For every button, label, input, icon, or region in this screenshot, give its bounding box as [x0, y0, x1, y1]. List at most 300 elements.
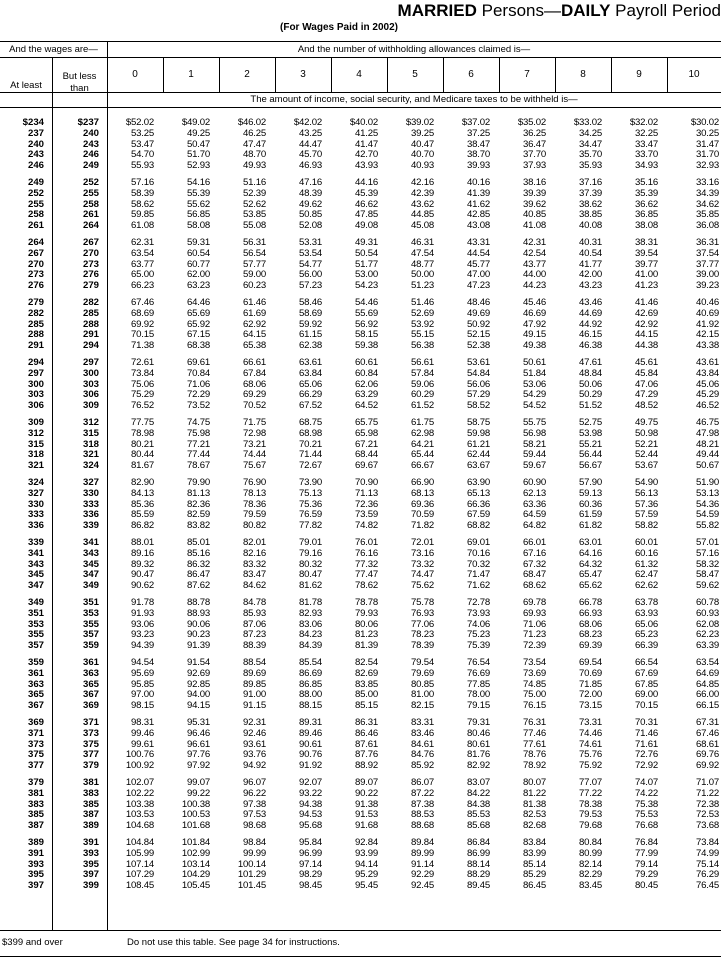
withholding-cell: 85.15: [354, 700, 378, 712]
withholding-cell: 77.46: [522, 727, 546, 739]
withholding-cell: 82.29: [578, 869, 602, 881]
withholding-cell: 79.29: [634, 869, 658, 881]
withholding-cell: 54.16: [186, 177, 210, 188]
withholding-cell: 52.38: [466, 340, 490, 352]
withholding-cell: 85.68: [466, 820, 490, 832]
but-less-cell: 355: [82, 618, 99, 630]
but-less-cell: 375: [82, 738, 99, 750]
withholding-cell: 61.46: [242, 297, 266, 308]
but-less-cell: 315: [82, 427, 99, 439]
at-least-cell: 249: [27, 177, 44, 188]
withholding-cell: 86.31: [354, 717, 378, 728]
withholding-cell: 67.46: [695, 727, 719, 739]
allowance-col-2: 2: [244, 69, 250, 80]
withholding-cell: 78.62: [354, 580, 378, 592]
withholding-cell: 42.00: [578, 269, 602, 281]
withholding-cell: 68.62: [522, 580, 546, 592]
withholding-cell: 64.59: [522, 509, 546, 521]
withholding-cell: 78.98: [130, 427, 154, 439]
withholding-cell: 66.29: [298, 389, 322, 401]
withholding-cell: 101.45: [237, 880, 266, 892]
withholding-cell: 104.68: [125, 820, 154, 832]
rule-header-2: [0, 92, 721, 93]
at-least-cell: 395: [27, 869, 44, 881]
withholding-cell: 53.61: [466, 357, 490, 368]
withholding-cell: 105.99: [125, 847, 154, 859]
withholding-cell: 58.15: [354, 329, 378, 341]
withholding-cell: 83.99: [522, 847, 546, 859]
withholding-cell: 46.93: [298, 160, 322, 172]
withholding-cell: 57.36: [634, 498, 658, 510]
withholding-cell: 95.31: [186, 717, 210, 728]
withholding-cell: 72.98: [242, 427, 266, 439]
withholding-cell: 53.13: [695, 487, 719, 499]
withholding-cell: 33.70: [634, 149, 658, 161]
withholding-cell: 96.46: [186, 727, 210, 739]
withholding-cell: 75.92: [578, 760, 602, 772]
withholding-cell: 56.00: [298, 269, 322, 281]
withholding-cell: 89.32: [130, 558, 154, 570]
withholding-cell: 78.38: [578, 798, 602, 810]
withholding-cell: 61.08: [130, 220, 154, 232]
withholding-cell: 87.62: [186, 580, 210, 592]
withholding-cell: 51.84: [522, 367, 546, 379]
withholding-cell: 98.31: [130, 717, 154, 728]
withholding-cell: 93.76: [242, 749, 266, 761]
allowance-col-10: 10: [688, 69, 700, 80]
withholding-cell: 58.75: [466, 417, 490, 428]
at-least-cell: 258: [27, 209, 44, 221]
withholding-cell: 74.85: [522, 678, 546, 690]
withholding-cell: 97.92: [186, 760, 210, 772]
withholding-cell: 87.61: [354, 738, 378, 750]
withholding-cell: 56.06: [466, 378, 490, 390]
withholding-cell: 39.62: [522, 198, 546, 210]
withholding-cell: 56.44: [578, 449, 602, 461]
at-least-cell: 371: [27, 727, 44, 739]
withholding-cell: 65.75: [354, 417, 378, 428]
withholding-cell: 35.93: [578, 160, 602, 172]
withholding-cell: 75.14: [695, 858, 719, 870]
withholding-cell: 53.67: [634, 460, 658, 472]
withholding-cell: 54.84: [466, 367, 490, 379]
but-less-cell: 285: [82, 307, 99, 319]
withholding-cell: 91.39: [186, 640, 210, 652]
withholding-cell: 79.31: [466, 717, 490, 728]
withholding-cell: 79.15: [466, 700, 490, 712]
at-least-cell: 385: [27, 809, 44, 821]
withholding-cell: 44.69: [578, 307, 602, 319]
at-least-cell: 270: [27, 258, 44, 270]
but-less-cell: 297: [82, 357, 99, 368]
withholding-cell: 64.15: [242, 329, 266, 341]
withholding-cell: 52.44: [634, 449, 658, 461]
withholding-cell: 68.06: [242, 378, 266, 390]
withholding-cell: 64.85: [695, 678, 719, 690]
withholding-cell: 94.38: [298, 798, 322, 810]
withholding-cell: 77.32: [354, 558, 378, 570]
withholding-cell: 64.69: [695, 667, 719, 679]
withholding-cell: 51.70: [186, 149, 210, 161]
at-least-cell: 285: [27, 318, 44, 330]
withholding-cell: 85.00: [354, 689, 378, 701]
withholding-cell: 53.92: [410, 318, 434, 330]
allowance-col-1: 1: [188, 69, 194, 80]
withholding-cell: 72.76: [634, 749, 658, 761]
withholding-cell: 69.92: [130, 318, 154, 330]
withholding-cell: 53.54: [298, 247, 322, 259]
withholding-cell: 100.76: [125, 749, 154, 761]
withholding-cell: 91.53: [354, 809, 378, 821]
but-less-cell: 365: [82, 678, 99, 690]
withholding-cell: 62.06: [354, 378, 378, 390]
withholding-cell: 45.84: [634, 367, 658, 379]
withholding-cell: 65.62: [578, 580, 602, 592]
withholding-cell: 72.00: [578, 689, 602, 701]
withholding-cell: 98.68: [242, 820, 266, 832]
withholding-cell: 50.85: [298, 209, 322, 221]
withholding-cell: 89.84: [410, 837, 434, 848]
at-least-cell: 330: [27, 498, 44, 510]
withholding-cell: 69.39: [578, 640, 602, 652]
withholding-cell: 65.92: [186, 318, 210, 330]
withholding-cell: 39.00: [695, 269, 719, 281]
but-less-cell: 393: [82, 847, 99, 859]
but-less-cell: 387: [82, 809, 99, 821]
but-less-header-2: than: [70, 83, 89, 94]
withholding-cell: 60.16: [634, 547, 658, 559]
withholding-cell: 44.47: [298, 138, 322, 150]
withholding-cell: 52.08: [298, 220, 322, 232]
withholding-cell: 97.53: [242, 809, 266, 821]
withholding-cell: 91.14: [410, 858, 434, 870]
withholding-cell: 57.90: [578, 477, 602, 488]
withholding-cell: 40.16: [466, 177, 490, 188]
withholding-cell: 43.23: [578, 280, 602, 292]
at-least-cell: 387: [27, 820, 44, 832]
withholding-cell: 41.77: [578, 258, 602, 270]
withholding-cell: 75.29: [130, 389, 154, 401]
withholding-cell: 53.85: [242, 209, 266, 221]
withholding-cell: 76.29: [695, 869, 719, 881]
withholding-cell: 30.25: [695, 127, 719, 139]
but-less-cell: 367: [82, 689, 99, 701]
withholding-cell: 72.92: [634, 760, 658, 772]
withholding-cell: 40.08: [578, 220, 602, 232]
but-less-cell: 377: [82, 749, 99, 761]
withholding-cell: 55.39: [186, 187, 210, 199]
withholding-cell: 66.61: [242, 357, 266, 368]
but-less-cell: 336: [82, 509, 99, 521]
withholding-cell: 79.14: [634, 858, 658, 870]
withholding-cell: 88.15: [298, 700, 322, 712]
but-less-cell: 324: [82, 460, 99, 472]
withholding-cell: 71.75: [242, 417, 266, 428]
withholding-cell: 47.29: [634, 389, 658, 401]
at-least-cell: 273: [27, 269, 44, 281]
withholding-cell: 103.14: [181, 858, 210, 870]
withholding-cell: 42.70: [354, 149, 378, 161]
withholding-cell: 36.47: [522, 138, 546, 150]
but-less-cell: 303: [82, 378, 99, 390]
but-less-cell: 347: [82, 569, 99, 581]
withholding-cell: 77.07: [578, 777, 602, 788]
withholding-cell: 43.46: [578, 297, 602, 308]
at-least-cell: 367: [27, 700, 44, 712]
withholding-cell: 71.13: [354, 487, 378, 499]
withholding-cell: 87.23: [242, 629, 266, 641]
withholding-cell: 37.16: [578, 177, 602, 188]
withholding-cell: 107.14: [125, 858, 154, 870]
but-less-cell: 371: [82, 717, 99, 728]
at-least-cell: 393: [27, 858, 44, 870]
withholding-cell: 46.75: [695, 417, 719, 428]
withholding-cell: 45.70: [298, 149, 322, 161]
withholding-cell: 79.68: [578, 820, 602, 832]
withholding-cell: 59.44: [522, 449, 546, 461]
withholding-cell: 49.38: [522, 340, 546, 352]
withholding-cell: 60.84: [354, 367, 378, 379]
withholding-cell: 44.15: [634, 329, 658, 341]
withholding-cell: 40.46: [695, 297, 719, 308]
withholding-cell: 34.47: [578, 138, 602, 150]
withholding-cell: 83.85: [354, 678, 378, 690]
but-less-cell: 339: [82, 520, 99, 532]
withholding-cell: 92.45: [410, 880, 434, 892]
but-less-cell: 357: [82, 629, 99, 641]
withholding-cell: 88.78: [186, 597, 210, 608]
withholding-cell: 76.68: [634, 820, 658, 832]
withholding-cell: 88.54: [242, 657, 266, 668]
withholding-cell: 41.08: [522, 220, 546, 232]
withholding-cell: 93.06: [130, 618, 154, 630]
withholding-cell: 82.36: [186, 498, 210, 510]
withholding-cell: 92.85: [186, 678, 210, 690]
withholding-cell: $39.02: [405, 117, 434, 128]
withholding-cell: 85.14: [522, 858, 546, 870]
withholding-cell: 59.31: [186, 237, 210, 248]
withholding-cell: 62.31: [130, 237, 154, 248]
withholding-cell: 86.84: [466, 837, 490, 848]
withholding-cell: 64.16: [578, 547, 602, 559]
withholding-cell: 50.54: [354, 247, 378, 259]
withholding-cell: $40.02: [349, 117, 378, 128]
withholding-cell: 74.06: [466, 618, 490, 630]
withholding-cell: 68.98: [298, 427, 322, 439]
but-less-cell: 309: [82, 400, 99, 412]
withholding-cell: 48.39: [298, 187, 322, 199]
withholding-cell: 52.75: [578, 417, 602, 428]
withholding-cell: 87.06: [242, 618, 266, 630]
withholding-cell: 95.29: [354, 869, 378, 881]
but-less-cell: 321: [82, 449, 99, 461]
title-daily: DAILY: [560, 1, 611, 20]
withholding-cell: 44.85: [410, 209, 434, 221]
withholding-cell: 88.01: [130, 537, 154, 548]
withholding-cell: 41.47: [354, 138, 378, 150]
at-least-cell: 361: [27, 667, 44, 679]
but-less-header: But less: [62, 71, 97, 82]
withholding-cell: 41.23: [634, 280, 658, 292]
withholding-cell: 91.93: [130, 607, 154, 619]
withholding-cell: 73.90: [298, 477, 322, 488]
withholding-cell: 69.29: [242, 389, 266, 401]
withholding-cell: 56.54: [242, 247, 266, 259]
withholding-cell: 53.31: [298, 237, 322, 248]
but-less-cell: 288: [82, 318, 99, 330]
withholding-cell: 46.25: [242, 127, 266, 139]
withholding-cell: 48.52: [634, 400, 658, 412]
withholding-cell: 77.82: [298, 520, 322, 532]
withholding-cell: 39.54: [634, 247, 658, 259]
withholding-cell: 75.67: [242, 460, 266, 472]
title-persons: Persons—: [476, 1, 561, 20]
withholding-cell: 69.67: [354, 460, 378, 472]
at-least-cell: 363: [27, 678, 44, 690]
withholding-cell: 59.62: [695, 580, 719, 592]
withholding-cell: 60.78: [695, 597, 719, 608]
but-less-cell: 282: [82, 297, 99, 308]
withholding-cell: 63.23: [186, 280, 210, 292]
at-least-cell: 261: [27, 220, 44, 232]
withholding-cell: 79.59: [242, 509, 266, 521]
withholding-cell: 36.25: [522, 127, 546, 139]
withholding-cell: 87.38: [410, 798, 434, 810]
withholding-cell: 64.32: [578, 558, 602, 570]
but-less-cell: 291: [82, 329, 99, 341]
at-least-cell: 306: [27, 400, 44, 412]
withholding-cell: 87.76: [354, 749, 378, 761]
withholding-cell: 97.38: [242, 798, 266, 810]
withholding-cell: 100.53: [181, 809, 210, 821]
withholding-cell: 82.68: [522, 820, 546, 832]
withholding-cell: 57.59: [634, 509, 658, 521]
withholding-cell: 36.08: [695, 220, 719, 232]
withholding-cell: 81.22: [522, 787, 546, 799]
withholding-cell: 104.29: [181, 869, 210, 881]
withholding-cell: 66.67: [410, 460, 434, 472]
withholding-cell: 39.77: [634, 258, 658, 270]
withholding-cell: 85.59: [130, 509, 154, 521]
at-least-cell: 327: [27, 487, 44, 499]
withholding-cell: 32.25: [634, 127, 658, 139]
but-less-cell: 385: [82, 798, 99, 810]
withholding-cell: 79.69: [410, 667, 434, 679]
but-less-cell: 383: [82, 787, 99, 799]
withholding-cell: 78.92: [522, 760, 546, 772]
withholding-cell: 99.22: [186, 787, 210, 799]
withholding-cell: 72.39: [522, 640, 546, 652]
withholding-cell: 73.16: [410, 547, 434, 559]
withholding-cell: 38.47: [466, 138, 490, 150]
at-least-cell: $234: [22, 117, 44, 128]
withholding-cell: 53.06: [522, 378, 546, 390]
withholding-cell: 75.78: [410, 597, 434, 608]
withholding-cell: 39.25: [410, 127, 434, 139]
withholding-cell: 76.54: [466, 657, 490, 668]
withholding-cell: 60.90: [522, 477, 546, 488]
withholding-cell: 80.47: [298, 569, 322, 581]
withholding-cell: 78.39: [410, 640, 434, 652]
withholding-cell: 93.61: [242, 738, 266, 750]
withholding-cell: 71.47: [466, 569, 490, 581]
withholding-cell: 74.44: [242, 449, 266, 461]
but-less-cell: 379: [82, 760, 99, 772]
but-less-cell: 381: [82, 777, 99, 788]
withholding-cell: 60.93: [695, 607, 719, 619]
withholding-cell: 58.62: [130, 198, 154, 210]
withholding-cell: 89.46: [298, 727, 322, 739]
withholding-cell: 65.44: [410, 449, 434, 461]
withholding-cell: 49.93: [242, 160, 266, 172]
at-least-cell: 300: [27, 378, 44, 390]
at-least-header: At least: [10, 80, 42, 91]
withholding-cell: 65.06: [298, 378, 322, 390]
withholding-cell: 48.46: [466, 297, 490, 308]
withholding-cell: 68.69: [130, 307, 154, 319]
withholding-cell: $33.02: [573, 117, 602, 128]
withholding-cell: 63.01: [578, 537, 602, 548]
but-less-cell: 363: [82, 667, 99, 679]
withholding-cell: 84.61: [410, 738, 434, 750]
withholding-cell: 83.31: [410, 717, 434, 728]
withholding-cell: 44.23: [522, 280, 546, 292]
withholding-cell: 99.61: [130, 738, 154, 750]
but-less-cell: 252: [82, 177, 99, 188]
withholding-cell: 42.85: [466, 209, 490, 221]
withholding-cell: 80.61: [466, 738, 490, 750]
withholding-cell: 63.90: [466, 477, 490, 488]
withholding-cell: 38.70: [466, 149, 490, 161]
withholding-cell: 88.29: [466, 869, 490, 881]
but-less-cell: 359: [82, 640, 99, 652]
withholding-cell: 71.07: [695, 777, 719, 788]
withholding-cell: 84.78: [242, 597, 266, 608]
withholding-cell: 73.54: [522, 657, 546, 668]
withholding-cell: 66.36: [466, 498, 490, 510]
withholding-cell: 47.16: [298, 177, 322, 188]
withholding-cell: $52.02: [125, 117, 154, 128]
withholding-cell: 49.15: [522, 329, 546, 341]
page-subtitle: (For Wages Paid in 2002): [280, 22, 398, 33]
title-payroll-period: Payroll Period: [610, 1, 721, 20]
withholding-cell: 65.98: [354, 427, 378, 439]
withholding-cell: 49.75: [634, 417, 658, 428]
withholding-cell: 37.54: [695, 247, 719, 259]
withholding-cell: 77.75: [130, 417, 154, 428]
withholding-cell: 69.92: [695, 760, 719, 772]
withholding-cell: 65.69: [186, 307, 210, 319]
withholding-cell: 69.01: [466, 537, 490, 548]
withholding-cell: 88.92: [354, 760, 378, 772]
withholding-cell: 92.46: [242, 727, 266, 739]
withholding-cell: 63.54: [130, 247, 154, 259]
withholding-cell: 34.62: [695, 198, 719, 210]
withholding-cell: 67.21: [354, 438, 378, 450]
withholding-cell: 61.82: [578, 520, 602, 532]
allowance-col-9: 9: [636, 69, 642, 80]
withholding-cell: 59.00: [242, 269, 266, 281]
at-least-cell: 315: [27, 438, 44, 450]
withholding-cell: 65.47: [578, 569, 602, 581]
withholding-cell: 91.38: [354, 798, 378, 810]
withholding-cell: 68.44: [354, 449, 378, 461]
withholding-cell: 91.15: [242, 700, 266, 712]
withholding-cell: 98.45: [298, 880, 322, 892]
at-least-cell: 312: [27, 427, 44, 439]
withholding-cell: 94.53: [298, 809, 322, 821]
withholding-cell: 62.13: [522, 487, 546, 499]
